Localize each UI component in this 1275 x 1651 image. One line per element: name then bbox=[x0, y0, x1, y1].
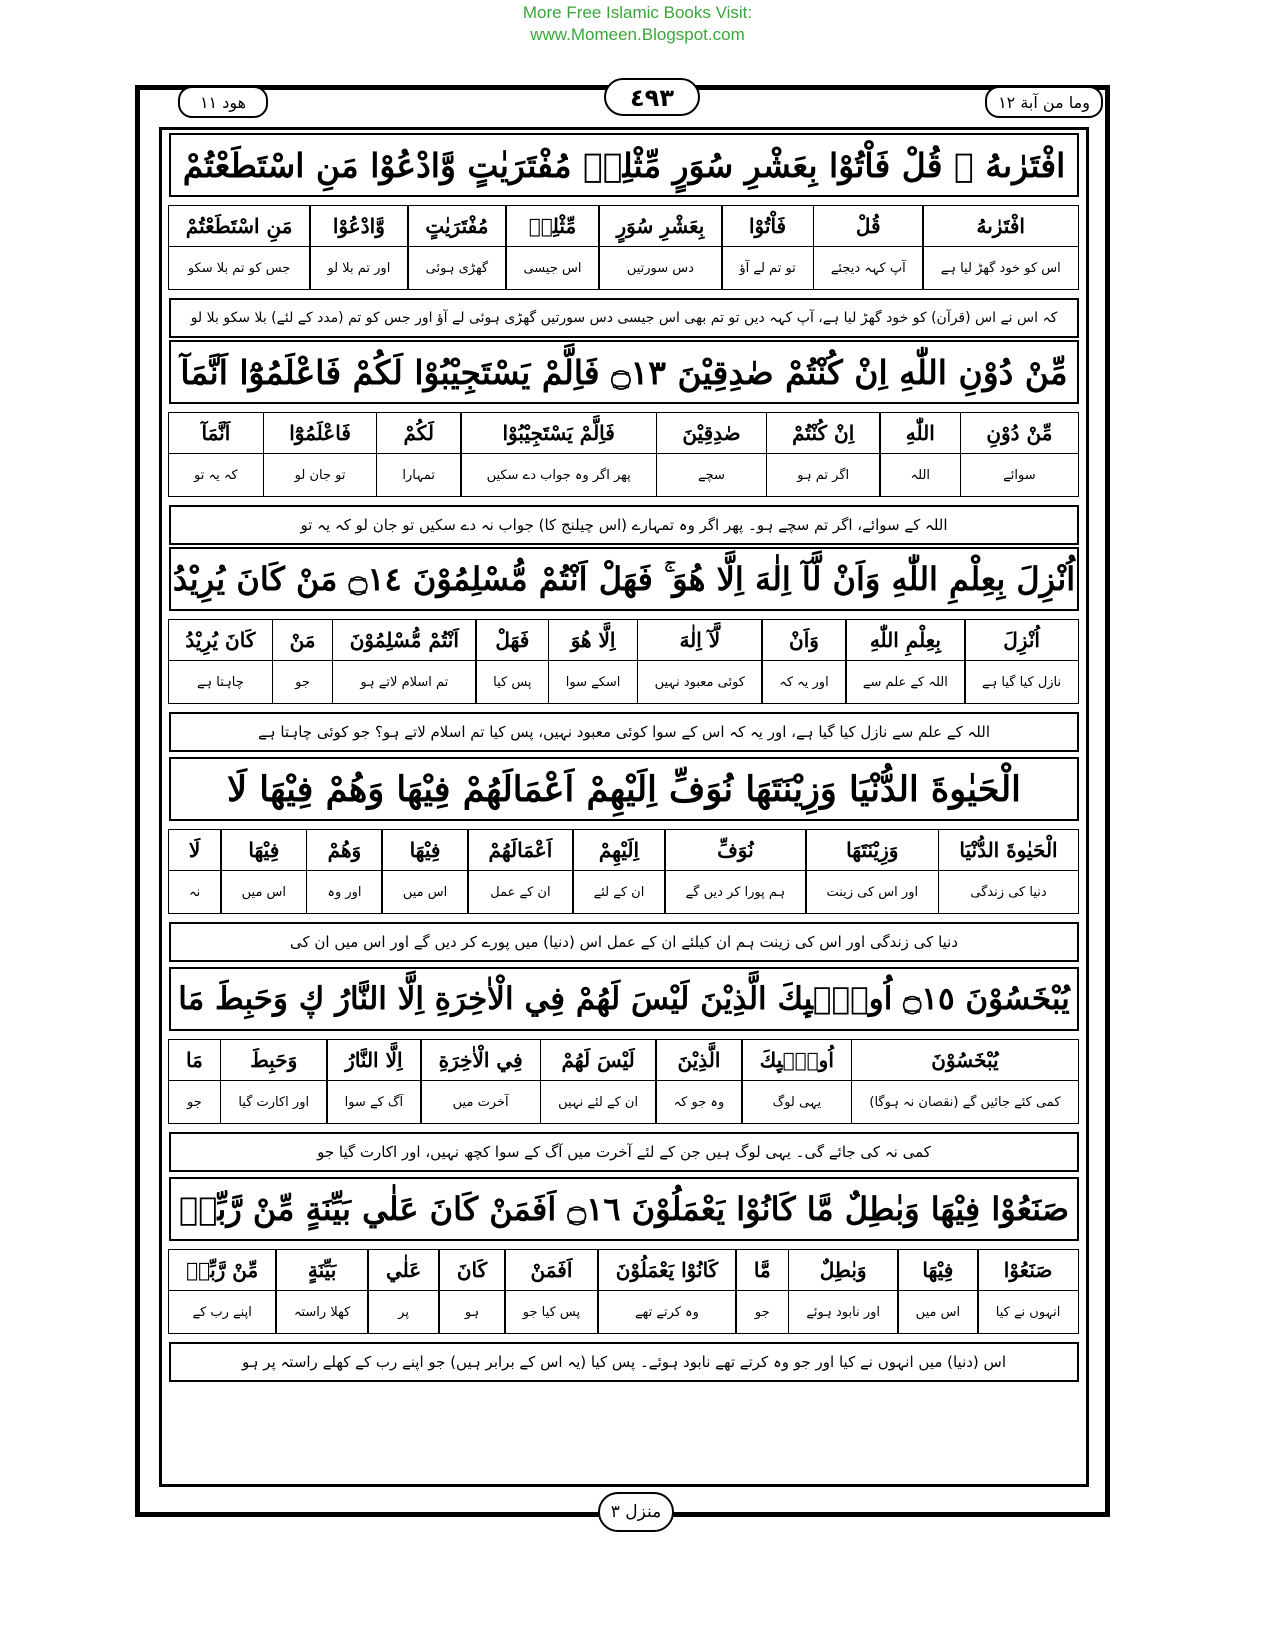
word-meaning: انہوں نے کیا bbox=[995, 1304, 1061, 1320]
arabic-word: فِيْهَا bbox=[382, 830, 467, 871]
word-meaning: اس میں bbox=[915, 1304, 961, 1320]
verse-section bbox=[169, 547, 1079, 752]
word-cell bbox=[272, 619, 334, 704]
word-meaning: پس کیا bbox=[493, 674, 532, 690]
arabic-word: لَكُمْ bbox=[377, 413, 461, 454]
word-cell bbox=[813, 205, 924, 290]
arabic-word: اَعْمَالَهُمْ bbox=[468, 830, 573, 871]
arabic-word: اِنْ كُنْتُمْ bbox=[767, 413, 880, 454]
word-cell bbox=[897, 1249, 979, 1334]
word-meaning: سچے bbox=[698, 467, 725, 483]
word-cell bbox=[420, 1039, 541, 1124]
word-cell bbox=[851, 1039, 1079, 1124]
arabic-word: بِعَشْرِ سُوَرٍ bbox=[599, 206, 721, 247]
word-meaning: جس کو تم بلا سکو bbox=[187, 260, 291, 276]
arabic-word: كَانُوْا يَعْمَلُوْنَ bbox=[598, 1250, 736, 1291]
arabic-word: مَنِ اسْتَطَعْتُمْ bbox=[169, 206, 310, 247]
word-meaning: جو bbox=[187, 1094, 202, 1110]
arabic-word: فِيْهَا bbox=[898, 1250, 978, 1291]
word-meaning: یہی لوگ bbox=[772, 1094, 822, 1110]
word-meaning: ہم پورا کر دیں گے bbox=[685, 884, 786, 900]
urdu-translation: دنیا کی زندگی اور اس کی زینت ہم ان کیلئے ان کے عمل اس (دنیا) میں پورے کر دیں گے اور اس میں ان کی bbox=[169, 922, 1079, 962]
word-by-word-grid bbox=[169, 205, 1079, 290]
verse-section bbox=[169, 340, 1079, 545]
arabic-word: اِلَيْهِمْ bbox=[573, 830, 665, 871]
word-meaning: اس میں bbox=[241, 884, 287, 900]
word-cell bbox=[788, 1249, 899, 1334]
arabic-word: افْتَرٰىهُ bbox=[923, 206, 1078, 247]
arabic-word: اَفَمَنْ bbox=[505, 1250, 597, 1291]
word-meaning: آگ کے سوا bbox=[344, 1094, 404, 1110]
word-meaning: نازل کیا گیا ہے bbox=[982, 674, 1062, 690]
word-meaning: سوائے bbox=[1003, 467, 1036, 483]
word-meaning: اللہ کے علم سے bbox=[862, 674, 948, 690]
arabic-word: اِلَّا النَّارُ bbox=[327, 1040, 421, 1081]
arabic-word: قُلْ bbox=[814, 206, 923, 247]
manzil-label: منزل ٣ bbox=[598, 1492, 674, 1532]
arabic-word: فَهَلْ bbox=[476, 620, 548, 661]
word-cell bbox=[938, 829, 1079, 914]
word-cell bbox=[309, 205, 408, 290]
word-meaning: پھر اگر وہ جواب دے سکیں bbox=[486, 467, 631, 483]
word-cell bbox=[761, 619, 846, 704]
urdu-translation: اس (دنیا) میں انہوں نے کیا اور جو وہ کرتے تھے نابود ہوئے۔ پس کیا (یہ اس کے برابر ہیں) جو اپنے رب کے کھلے راستہ پر ہو bbox=[169, 1342, 1079, 1382]
word-meaning: اور تم بلا لو bbox=[327, 260, 391, 276]
word-cell bbox=[540, 1039, 657, 1124]
word-cell bbox=[306, 829, 383, 914]
word-by-word-grid bbox=[169, 412, 1079, 497]
word-cell bbox=[168, 1039, 222, 1124]
word-meaning: گھڑی ہوئی bbox=[425, 260, 489, 276]
arabic-word: كَانَ bbox=[439, 1250, 504, 1291]
arabic-word: اِلَّا هُوَ bbox=[549, 620, 637, 661]
verse-section bbox=[169, 757, 1079, 962]
verse-section bbox=[169, 1177, 1079, 1382]
arabic-word: كَانَ يُرِيْدُ bbox=[169, 620, 273, 661]
arabic-word: مِّثْلِهٖ bbox=[506, 206, 599, 247]
arabic-verse-line: يُبْخَسُوْنَ ۝١٥ اُولٰۗىِٕكَ الَّذِيْنَ لَيْسَ لَهُمْ فِي الْاٰخِرَةِ اِلَّا النَّارُ ڮ وَحَبِطَ مَا bbox=[169, 967, 1079, 1031]
arabic-word: مَا bbox=[169, 1040, 221, 1081]
arabic-word: عَلٰي bbox=[368, 1250, 438, 1291]
word-cell bbox=[168, 1249, 277, 1334]
arabic-verse-line: مِّنْ دُوْنِ اللّٰهِ اِنْ كُنْتُمْ صٰدِقِيْنَ ۝١٣ فَاِلَّمْ يَسْتَجِيْبُوْا لَكُمْ فَاعْلَمُوْٓا اَنَّمَآ bbox=[169, 340, 1079, 404]
arabic-word: وَهُمْ bbox=[307, 830, 382, 871]
word-meaning: دنیا کی زندگی bbox=[970, 884, 1047, 900]
word-meaning: اس کو خود گھڑ لیا ہے bbox=[940, 260, 1061, 276]
arabic-word: الَّذِيْنَ bbox=[656, 1040, 742, 1081]
word-cell bbox=[964, 619, 1079, 704]
word-meaning: اپنے رب کے bbox=[192, 1304, 252, 1320]
arabic-word: مُفْتَرَيٰتٍ bbox=[408, 206, 506, 247]
word-cell bbox=[263, 412, 378, 497]
arabic-verse-line: صَنَعُوْا فِيْهَا وَبٰطِلٌ مَّا كَانُوْا يَعْمَلُوْنَ ۝١٦ اَفَمَنْ كَانَ عَلٰي بَيِّنَةٍ مِّنْ رَّبِّهٖ bbox=[169, 1177, 1079, 1241]
word-meaning: کمی کئے جائیں گے (نقصان نہ ہوگا) bbox=[869, 1094, 1061, 1110]
verse-section bbox=[169, 133, 1079, 338]
arabic-word: صَنَعُوْا bbox=[978, 1250, 1078, 1291]
arabic-verse-line: اُنْزِلَ بِعِلْمِ اللّٰهِ وَاَنْ لَّآ اِلٰهَ اِلَّا هُوَ ۚ فَهَلْ اَنْتُمْ مُّسْلِمُوْنَ ۝١٤ مَنْ كَانَ يُرِيْدُ bbox=[169, 547, 1079, 611]
arabic-word: بَيِّنَةٍ bbox=[276, 1250, 368, 1291]
word-cell bbox=[467, 829, 574, 914]
word-meaning: اور یہ کہ bbox=[779, 674, 829, 690]
arabic-word: وَزِيْنَتَهَا bbox=[806, 830, 938, 871]
word-cell bbox=[168, 412, 265, 497]
word-cell bbox=[168, 829, 222, 914]
arabic-word: مَنْ bbox=[273, 620, 333, 661]
arabic-word: فَاعْلَمُوْٓا bbox=[264, 413, 377, 454]
arabic-verse-line: الْحَيٰوةَ الدُّنْيَا وَزِيْنَتَهَا نُوَفِّ اِلَيْهِمْ اَعْمَالَهُمْ فِيْهَا وَهُمْ فِيْهَا لَا bbox=[169, 757, 1079, 821]
word-cell bbox=[960, 412, 1079, 497]
urdu-translation: کمی نہ کی جائے گی۔ یہی لوگ ہیں جن کے لئے آخرت میں آگ کے سوا کچھ نہیں، اور اکارت گیا جو bbox=[169, 1132, 1079, 1172]
word-cell bbox=[721, 205, 814, 290]
word-by-word-grid bbox=[169, 1039, 1079, 1124]
arabic-word: اُنْزِلَ bbox=[965, 620, 1078, 661]
urdu-translation: اللہ کے سوائے، اگر تم سچے ہو۔ پھر اگر وہ تمہارے (اس چیلنج کا) جواب نہ دے سکیں تو جان لو کہ یہ تو bbox=[169, 505, 1079, 545]
word-by-word-grid bbox=[169, 1249, 1079, 1334]
word-cell bbox=[168, 619, 274, 704]
word-meaning: جو bbox=[754, 1304, 770, 1320]
arabic-word: وَبٰطِلٌ bbox=[789, 1250, 898, 1291]
word-meaning: آخرت میں bbox=[452, 1094, 509, 1110]
word-meaning: اسکے سوا bbox=[565, 674, 621, 690]
word-meaning: تم اسلام لاتے ہو bbox=[360, 674, 449, 690]
arabic-word: مِّنْ رَّبِّهٖ bbox=[169, 1250, 276, 1291]
arabic-word: فِي الْاٰخِرَةِ bbox=[421, 1040, 540, 1081]
word-meaning: اور وہ bbox=[327, 884, 362, 900]
promo-link[interactable] bbox=[0, 24, 1275, 46]
word-meaning: تو تم لے آؤ bbox=[739, 260, 796, 276]
word-meaning: کوئی معبود نہیں bbox=[654, 674, 745, 690]
word-by-word-grid bbox=[169, 829, 1079, 914]
word-cell bbox=[735, 1249, 789, 1334]
arabic-word: وَّادْعُوْا bbox=[310, 206, 407, 247]
word-meaning: دس سورتیں bbox=[626, 260, 694, 276]
arabic-word: اَنْتُمْ مُّسْلِمُوْنَ bbox=[333, 620, 476, 661]
word-cell bbox=[879, 412, 961, 497]
arabic-word: لَيْسَ لَهُمْ bbox=[541, 1040, 656, 1081]
word-meaning: آپ کہہ دیجئے bbox=[830, 260, 906, 276]
word-meaning: وہ کرتے تھے bbox=[634, 1304, 699, 1320]
word-meaning: اس جیسی bbox=[523, 260, 582, 276]
word-meaning: ان کے عمل bbox=[490, 884, 551, 900]
surah-label: هود ١١ bbox=[178, 86, 268, 118]
arabic-word: مِّنْ دُوْنِ bbox=[961, 413, 1078, 454]
word-cell bbox=[572, 829, 666, 914]
word-cell bbox=[597, 1249, 737, 1334]
arabic-word: مَّا bbox=[736, 1250, 788, 1291]
arabic-word: وَحَبِطَ bbox=[221, 1040, 327, 1081]
arabic-word: فِيْهَا bbox=[221, 830, 306, 871]
word-cell bbox=[460, 412, 657, 497]
word-meaning: اگر تم ہو bbox=[797, 467, 850, 483]
juz-label: وما من آبة ١٢ bbox=[985, 86, 1103, 118]
word-meaning: ان کے لئے bbox=[593, 884, 645, 900]
arabic-word: الْحَيٰوةَ الدُّنْيَا bbox=[939, 830, 1078, 871]
urdu-translation: اللہ کے علم سے نازل کیا گیا ہے، اور یہ کہ اس کے سوا کوئی معبود نہیں، پس کیا تم اسلام لاتے ہو؟ جو کوئی چاہتا ہے bbox=[169, 712, 1079, 752]
word-meaning: اور نابود ہوئے bbox=[806, 1304, 881, 1320]
arabic-verse-line: افْتَرٰىهُ ۭ قُلْ فَاْتُوْا بِعَشْرِ سُوَرٍ مِّثْلِهٖ مُفْتَرَيٰتٍ وَّادْعُوْا مَنِ اسْتَطَعْتُمْ bbox=[169, 133, 1079, 197]
arabic-word: نُوَفِّ bbox=[665, 830, 805, 871]
word-cell bbox=[407, 205, 507, 290]
page-number: ٤٩٣ bbox=[604, 78, 700, 116]
word-meaning: کھلا راستہ bbox=[293, 1304, 351, 1320]
word-meaning: چاہتا ہے bbox=[196, 674, 244, 690]
word-cell bbox=[505, 205, 600, 290]
word-cell bbox=[504, 1249, 598, 1334]
word-meaning: ان کے لئے نہیں bbox=[558, 1094, 639, 1110]
word-meaning: جو bbox=[295, 674, 310, 690]
word-meaning: ہو bbox=[464, 1304, 480, 1320]
word-meaning: پس کیا جو bbox=[522, 1304, 581, 1320]
word-cell bbox=[220, 829, 307, 914]
word-cell bbox=[845, 619, 966, 704]
word-meaning: وہ جو کہ bbox=[673, 1094, 725, 1110]
word-cell bbox=[332, 619, 477, 704]
word-cell bbox=[475, 619, 549, 704]
word-cell bbox=[766, 412, 881, 497]
word-cell bbox=[741, 1039, 852, 1124]
arabic-word: لَّآ اِلٰهَ bbox=[638, 620, 762, 661]
urdu-translation: کہ اس نے اس (قرآن) کو خود گھڑ لیا ہے، آپ کہہ دیں تو تم بھی اس جیسی دس سورتیں گھڑی ہوئی لے آؤ اور جس کو تم (مدد کے لئے) بلا سکو بلا لو bbox=[169, 298, 1079, 338]
word-cell bbox=[275, 1249, 369, 1334]
word-cell bbox=[655, 1039, 743, 1124]
arabic-word: وَاَنْ bbox=[762, 620, 845, 661]
word-by-word-grid bbox=[169, 619, 1079, 704]
word-meaning: تو جان لو bbox=[294, 467, 346, 483]
word-cell bbox=[326, 1039, 422, 1124]
word-cell bbox=[367, 1249, 439, 1334]
word-meaning: اللہ bbox=[910, 467, 931, 483]
arabic-word: صٰدِقِيْنَ bbox=[657, 413, 766, 454]
arabic-word: بِعِلْمِ اللّٰهِ bbox=[846, 620, 965, 661]
word-meaning: پر bbox=[398, 1304, 409, 1320]
arabic-word: اُولٰۗىِٕكَ bbox=[742, 1040, 851, 1081]
arabic-word: يُبْخَسُوْنَ bbox=[852, 1040, 1078, 1081]
word-cell bbox=[922, 205, 1079, 290]
arabic-word: اللّٰهِ bbox=[880, 413, 960, 454]
word-cell bbox=[664, 829, 806, 914]
word-cell bbox=[438, 1249, 505, 1334]
word-meaning: تمہارا bbox=[402, 467, 436, 483]
word-cell bbox=[220, 1039, 328, 1124]
arabic-word: اَنَّمَآ bbox=[169, 413, 264, 454]
word-meaning: اس میں bbox=[402, 884, 448, 900]
word-cell bbox=[548, 619, 638, 704]
word-cell bbox=[656, 412, 767, 497]
word-meaning: اور اس کی زینت bbox=[826, 884, 919, 900]
promo-url[interactable]: www.Momeen.Blogspot.com bbox=[530, 25, 745, 44]
word-meaning: نہ bbox=[189, 884, 201, 900]
word-meaning: اور اکارت گیا bbox=[238, 1094, 310, 1110]
word-cell bbox=[637, 619, 763, 704]
word-cell bbox=[381, 829, 468, 914]
arabic-word: فَاْتُوْا bbox=[722, 206, 813, 247]
word-cell bbox=[598, 205, 722, 290]
word-cell bbox=[168, 205, 311, 290]
promo-line-1: More Free Islamic Books Visit: bbox=[522, 3, 753, 22]
verse-section bbox=[169, 967, 1079, 1172]
arabic-word: فَاِلَّمْ يَسْتَجِيْبُوْا bbox=[461, 413, 656, 454]
word-meaning: کہ یہ تو bbox=[194, 467, 238, 483]
word-cell bbox=[376, 412, 462, 497]
arabic-word: لَا bbox=[169, 830, 221, 871]
word-cell bbox=[977, 1249, 1079, 1334]
word-cell bbox=[805, 829, 939, 914]
